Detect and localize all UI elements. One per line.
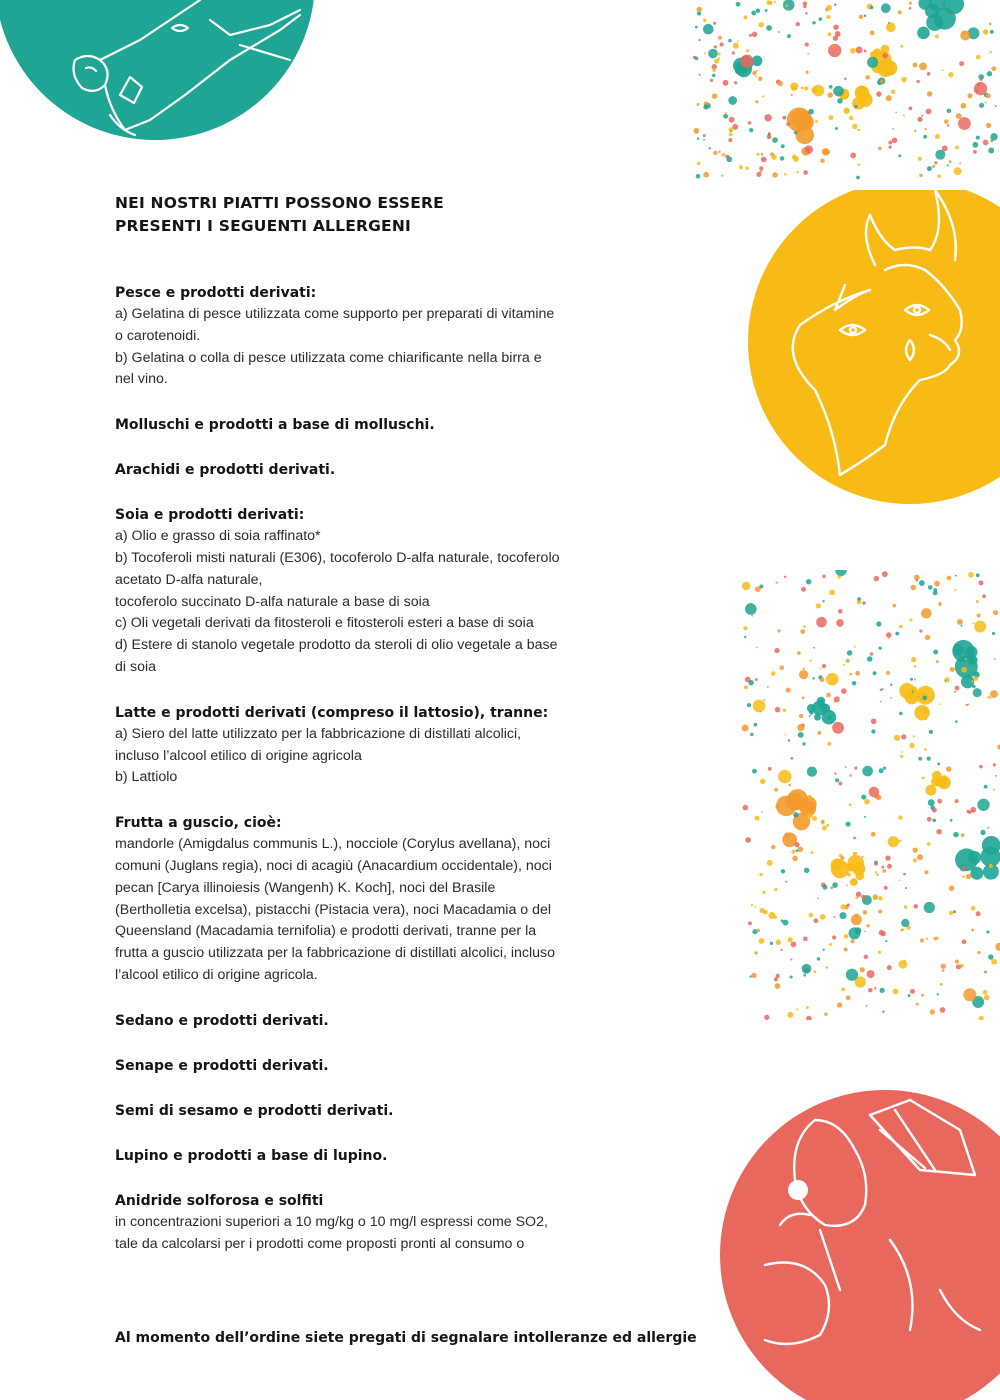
allergen-section	[115, 282, 715, 391]
allergen-section	[115, 504, 715, 679]
allergen-title: Molluschi e prodotti a base di molluschi.	[115, 417, 435, 434]
allergen-title: Senape e prodotti derivati.	[115, 1057, 329, 1074]
allergen-title: Sedano e prodotti derivati.	[115, 1012, 329, 1029]
allergen-detail-line: d) Estere di stanolo vegetale prodotto da steroli di olio vegetale a base	[115, 637, 558, 654]
allergen-section	[115, 1145, 715, 1167]
paint-splash-decoration	[700, 570, 1000, 1020]
allergen-title: Anidride solforosa e solfiti	[115, 1192, 324, 1209]
page-title-line-1: NEI NOSTRI PIATTI POSSONO ESSERE	[115, 194, 444, 212]
allergen-section	[115, 414, 715, 436]
allergen-detail-line: c) Oli vegetali derivati da fitosteroli e fitosteroli esteri a base di soia	[115, 615, 534, 632]
allergen-title: Lupino e prodotti a base di lupino.	[115, 1147, 388, 1164]
allergen-section	[115, 1190, 715, 1256]
allergen-detail-line: acetato D-alfa naturale,	[115, 571, 263, 588]
allergen-section	[115, 1010, 715, 1032]
allergen-title: Pesce e prodotti derivati:	[115, 285, 317, 301]
allergen-detail-line: b) Gelatina o colla di pesce utilizzata come chiarificante nella birra e	[115, 349, 542, 366]
allergen-detail-line: frutta a guscio utilizzata per la fabbricazione di distillati alcolici, incluso	[115, 945, 556, 962]
woman-fan-illustration-icon	[720, 1090, 1000, 1400]
allergen-title: Semi di sesamo e prodotti derivati.	[115, 1102, 394, 1119]
allergen-title: Frutta a guscio, cioè:	[115, 815, 282, 832]
allergen-detail-line: tocoferolo succinato D-alfa naturale a base di soia	[115, 593, 430, 610]
allergen-detail-line: l’alcool etilico di origine agricola.	[115, 966, 318, 983]
allergen-section	[115, 1055, 715, 1077]
allergen-section	[115, 459, 715, 481]
allergen-detail-line: o carotenoidi.	[115, 327, 201, 344]
allergen-detail-line: a) Olio e grasso di soia raffinato*	[115, 528, 321, 545]
allergen-detail-line: b) Lattiolo	[115, 769, 178, 786]
allergen-detail-line: Queensland (Macadamia ternifolia) e prodotti derivati, tranne per la	[115, 923, 537, 940]
allergen-detail-line: di soia	[115, 658, 157, 675]
allergen-section	[115, 812, 715, 987]
allergen-list	[115, 192, 715, 1278]
allergen-detail-line: (Bertholletia excelsa), pistacchi (Pistacia vera), noci Macadamia o del	[115, 901, 552, 918]
allergen-section	[115, 1100, 715, 1122]
page-title	[115, 192, 715, 238]
bull-illustration-icon	[745, 190, 1000, 520]
allergen-title: Soia e prodotti derivati:	[115, 507, 305, 524]
allergen-title: Arachidi e prodotti derivati.	[115, 462, 336, 479]
allergen-detail-line: pecan [Carya illinoiesis (Wangenh) K. Koch], noci del Brasile	[115, 879, 496, 896]
allergen-detail-line: in concentrazioni superiori a 10 mg/kg o 10 mg/l espressi come SO2,	[115, 1213, 548, 1230]
allergen-detail-line: a) Siero del latte utilizzato per la fabbricazione di distillati alcolici,	[115, 725, 522, 742]
allergen-detail-line: comuni (Juglans regia), noci di acagiù (Anacardium occidentale), noci	[115, 857, 552, 874]
paint-splash-decoration	[640, 0, 1000, 180]
page-title-line-2: PRESENTI I SEGUENTI ALLERGENI	[115, 217, 411, 235]
allergen-section	[115, 702, 715, 789]
allergen-title: Latte e prodotti derivati (compreso il lattosio), tranne:	[115, 704, 549, 721]
allergen-detail-line: incluso l’alcool etilico di origine agricola	[115, 747, 362, 764]
allergen-detail-line: mandorle (Amigdalus communis L.), nocciole (Corylus avellana), noci	[115, 836, 551, 853]
allergen-detail-line: b) Tocoferoli misti naturali (E306), tocoferolo D-alfa naturale, tocoferolo	[115, 549, 560, 566]
allergen-detail-line: a) Gelatina di pesce utilizzata come supporto per preparati di vitamine	[115, 306, 555, 322]
footer-note: Al momento dell’ordine siete pregati di segnalare intolleranze ed allergie	[115, 1330, 697, 1346]
allergen-detail-line: tale da calcolarsi per i prodotti come proposti pronti al consumo o	[115, 1235, 525, 1252]
allergen-detail-line: nel vino.	[115, 371, 168, 388]
horse-illustration-icon	[0, 0, 320, 160]
